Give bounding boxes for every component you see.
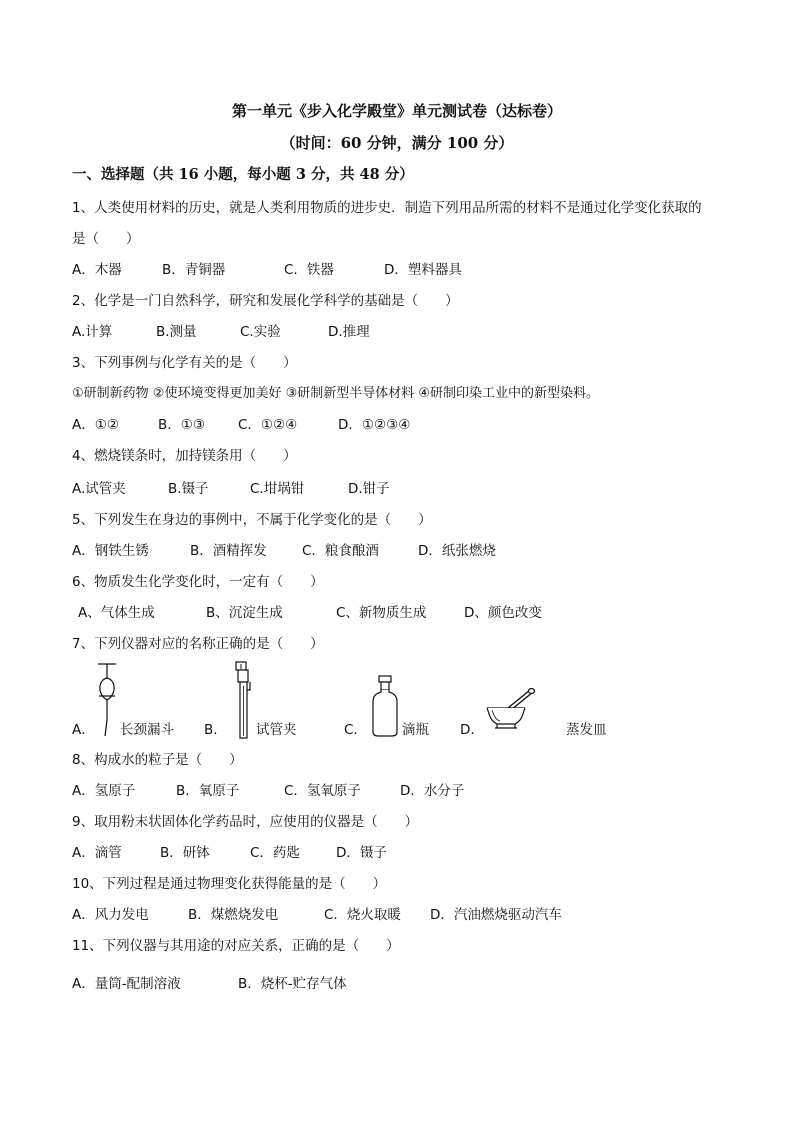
question-6-stem: 6、物质发生化学变化时，一定有（ ） [72,574,324,590]
option-b[interactable]: B、沉淀生成 [206,605,283,621]
option-a[interactable]: A．木器 [72,262,122,278]
question-1-stem-cont: 是（ ） [72,231,140,247]
option-a[interactable]: A．风力发电 [72,907,149,923]
option-b[interactable]: B.镊子 [168,481,209,497]
option-d[interactable]: D．镊子 [336,845,387,861]
question-8-options [72,779,464,799]
option-b-letter[interactable]: B． [204,722,227,738]
reagent-bottle-icon [370,674,400,738]
option-c[interactable]: C．药匙 [250,845,300,861]
option-c[interactable]: C、新物质生成 [336,605,427,621]
section-heading: 一、选择题（共 16 小题，每小题 3 分，共 48 分） [72,166,414,183]
question-7-stem: 7、下列仪器对应的名称正确的是（ ） [72,636,324,652]
option-c[interactable]: C．铁器 [284,262,334,278]
option-b[interactable]: B．烧杯-贮存气体 [238,976,347,992]
option-a[interactable]: A．滴管 [72,845,122,861]
question-4-options [72,477,390,497]
question-3-options [72,413,410,433]
exam-subtitle: （时间：60 分钟，满分 100 分） [280,134,514,152]
question-5-options [72,539,496,559]
option-b[interactable]: B．煤燃烧发电 [188,907,279,923]
option-a-name: 长颈漏斗 [120,722,174,738]
option-d[interactable]: D．纸张燃烧 [418,543,496,559]
option-b[interactable]: B．氧原子 [176,783,240,799]
option-a-letter[interactable]: A． [72,722,95,738]
option-d[interactable]: D．①②③④ [338,417,411,433]
question-1-options [72,258,462,278]
question-7-figures [72,660,732,742]
option-c[interactable]: C.实验 [240,324,281,340]
option-b[interactable]: B．①③ [158,417,205,433]
question-10-stem: 10、下列过程是通过物理变化获得能量的是（ ） [72,876,387,892]
question-4-stem: 4、燃烧镁条时，加持镁条用（ ） [72,448,297,464]
option-a[interactable]: A、气体生成 [78,605,155,621]
option-c[interactable]: C．烧火取暖 [324,907,401,923]
question-9-options [72,841,387,861]
question-9-stem: 9、取用粉末状固体化学药品时，应使用的仪器是（ ） [72,814,419,830]
option-d[interactable]: D．水分子 [400,783,465,799]
mortar-pestle-icon [484,686,536,730]
test-tube-holder-icon [230,660,254,742]
option-b[interactable]: B．研钵 [160,845,210,861]
option-a[interactable]: A．钢铁生锈 [72,543,149,559]
exam-title: 第一单元《步入化学殿堂》单元测试卷（达标卷） [231,102,562,120]
question-10-options [72,903,562,923]
question-3-stem: 3、下列事例与化学有关的是（ ） [72,355,297,371]
question-5-stem: 5、下列发生在身边的事例中，不属于化学变化的是（ ） [72,512,432,528]
question-6-options [78,601,542,621]
option-c[interactable]: C．氢氧原子 [284,783,361,799]
option-d[interactable]: D、颜色改变 [464,605,542,621]
question-2-options [72,320,370,340]
option-d-name: 蒸发皿 [566,722,607,738]
long-neck-funnel-icon [94,660,120,742]
option-c[interactable]: C．粮食酿酒 [302,543,379,559]
option-d[interactable]: D．塑料器具 [384,262,462,278]
option-b-name: 试管夹 [256,722,297,738]
option-c-name: 滴瓶 [402,722,429,738]
option-d[interactable]: D．汽油燃烧驱动汽车 [430,907,562,923]
question-1-stem: 1、人类使用材料的历史，就是人类利用物质的进步史．制造下列用品所需的材料不是通过化学变化获取的 [72,200,702,216]
option-a[interactable]: A.计算 [72,324,113,340]
option-c-letter[interactable]: C． [344,722,367,738]
option-b[interactable]: B.测量 [156,324,197,340]
question-11-stem: 11、下列仪器与其用途的对应关系，正确的是（ ） [72,938,400,954]
option-b[interactable]: B．酒精挥发 [190,543,267,559]
question-2-stem: 2、化学是一门自然科学，研究和发展化学科学的基础是（ ） [72,293,459,309]
option-b[interactable]: B．青铜器 [162,262,226,278]
option-d-letter[interactable]: D． [460,722,484,738]
option-a[interactable]: A．氢原子 [72,783,136,799]
option-a[interactable]: A．①② [72,417,119,433]
option-a[interactable]: A.试管夹 [72,481,126,497]
question-8-stem: 8、构成水的粒子是（ ） [72,752,243,768]
question-11-options [72,972,347,992]
question-3-items: ①研制新药物 ②使环境变得更加美好 ③研制新型半导体材料 ④研制印染工业中的新型染料。 [72,386,600,401]
option-d[interactable]: D.钳子 [348,481,390,497]
option-d[interactable]: D.推理 [328,324,370,340]
option-c[interactable]: C.坩埚钳 [250,481,305,497]
option-c[interactable]: C．①②④ [238,417,298,433]
option-a[interactable]: A．量筒-配制溶液 [72,976,181,992]
